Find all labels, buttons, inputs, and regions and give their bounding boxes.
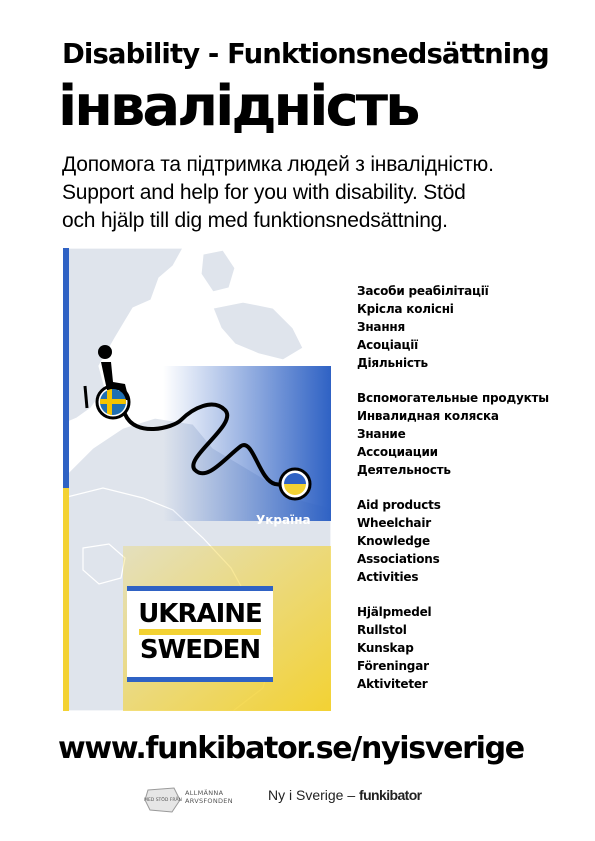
subtitle-line: Support and help for you with disability. Stöd [62, 181, 466, 204]
list-item: Знання [357, 320, 406, 334]
list-item: Associations [357, 552, 440, 566]
list-item: Ассоциации [357, 445, 438, 459]
arvsfonden-text [185, 789, 233, 805]
funkibator-brand: funkibator [359, 787, 422, 803]
list-item: Діяльність [357, 356, 428, 370]
list-item: Föreningar [357, 659, 429, 673]
arvsfonden-logo-text: MED STÖD FRÅN [144, 798, 182, 803]
list-item: Асоціації [357, 338, 419, 352]
list-item: Rullstol [357, 623, 407, 637]
list-item: Activities [357, 570, 419, 584]
ny-i-sverige-text: Ny i Sverige – [268, 787, 356, 803]
blue-panel [163, 366, 331, 521]
subtitle [62, 151, 562, 235]
yellow-edge [63, 488, 69, 711]
arvsfonden-line: ARVSFONDEN [185, 797, 233, 805]
list-item: Knowledge [357, 534, 430, 548]
list-item: Инвалидная коляска [357, 409, 499, 423]
list-item: Знание [357, 427, 406, 441]
list-item: Крісла колісні [357, 302, 454, 316]
ny-i-sverige-label [268, 787, 422, 803]
keyword-lists [357, 282, 567, 710]
list-ukrainian [357, 282, 567, 372]
list-item: Aid products [357, 498, 441, 512]
list-item: Aktiviteter [357, 677, 428, 691]
blue-edge [63, 248, 69, 488]
subtitle-line: Допомога та підтримка людей з інвалідністю. [62, 153, 494, 176]
arvsfonden-logo-icon [144, 786, 182, 814]
list-item: Деятельность [357, 463, 451, 477]
badge-line-ukraine: UKRAINE [138, 599, 262, 629]
arvsfonden-line: ALLMÄNNA [185, 789, 224, 797]
website-url[interactable]: www.funkibator.se/nyisverige [58, 731, 524, 766]
list-item: Hjälpmedel [357, 605, 432, 619]
list-english [357, 496, 567, 586]
list-swedish [357, 603, 567, 693]
title-ukrainian: інвалідність [58, 74, 418, 139]
ukraine-flag-icon [280, 469, 310, 499]
list-item: Kunskap [357, 641, 414, 655]
title-english: Disability - Funktionsnedsättning [62, 38, 549, 70]
subtitle-line: och hjälp till dig med funktionsnedsättning. [62, 209, 448, 232]
list-item: Засоби реабілітації [357, 284, 489, 298]
map-label-ukraine: Україна [256, 513, 311, 527]
ukraine-sweden-badge [127, 586, 273, 682]
footer [0, 780, 595, 820]
list-item: Wheelchair [357, 516, 431, 530]
illustration [63, 248, 331, 711]
list-russian [357, 389, 567, 479]
list-item: Вспомогательные продукты [357, 391, 549, 405]
badge-line-sweden: SWEDEN [139, 635, 261, 665]
